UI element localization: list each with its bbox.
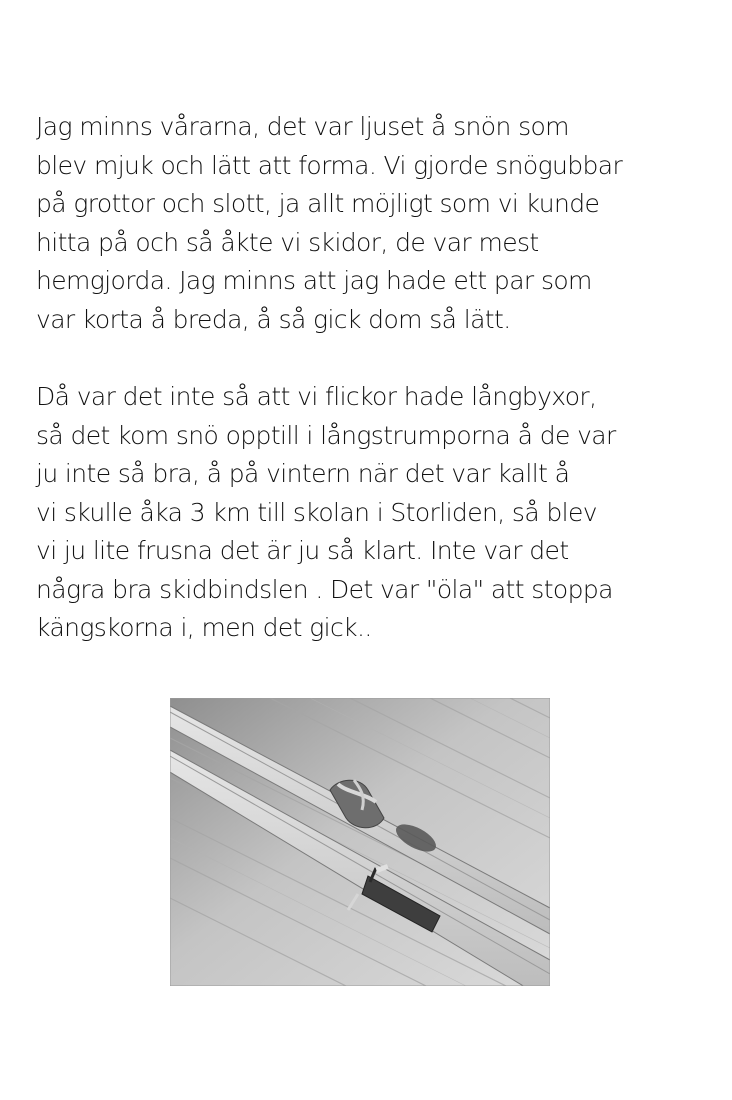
text-line: ju inte så bra, å på vintern när det var kallt å xyxy=(36,459,570,488)
skis-image xyxy=(170,698,550,986)
text-line: kängskorna i, men det gick.. xyxy=(36,613,372,642)
text-line: på grottor och slott, ja allt möjligt som vi kunde xyxy=(36,189,600,218)
text-line: Då var det inte så att vi flickor hade långbyxor, xyxy=(36,382,597,411)
text-line: var korta å breda, å så gick dom så lätt. xyxy=(36,304,511,334)
text-line: vi skulle åka 3 km till skolan i Storliden, så blev xyxy=(36,497,597,527)
text-line: några bra skidbindslen . Det var "öla" att stoppa xyxy=(36,574,613,604)
text-line: Jag minns vårarna, det var ljuset å snön som xyxy=(36,112,569,141)
paragraph-2 xyxy=(36,378,696,648)
paragraph-1 xyxy=(36,108,696,339)
old-wooden-skis-photo xyxy=(170,698,550,986)
text-line: vi ju lite frusna det är ju så klart. Inte var det xyxy=(36,536,569,565)
text-line: hemgjorda. Jag minns att jag hade ett par som xyxy=(36,266,592,295)
text-line: blev mjuk och lätt att forma. Vi gjorde snögubbar xyxy=(36,150,623,180)
text-line: så det kom snö opptill i långstrumporna å de var xyxy=(36,420,616,450)
text-line: hitta på och så åkte vi skidor, de var mest xyxy=(36,227,539,257)
